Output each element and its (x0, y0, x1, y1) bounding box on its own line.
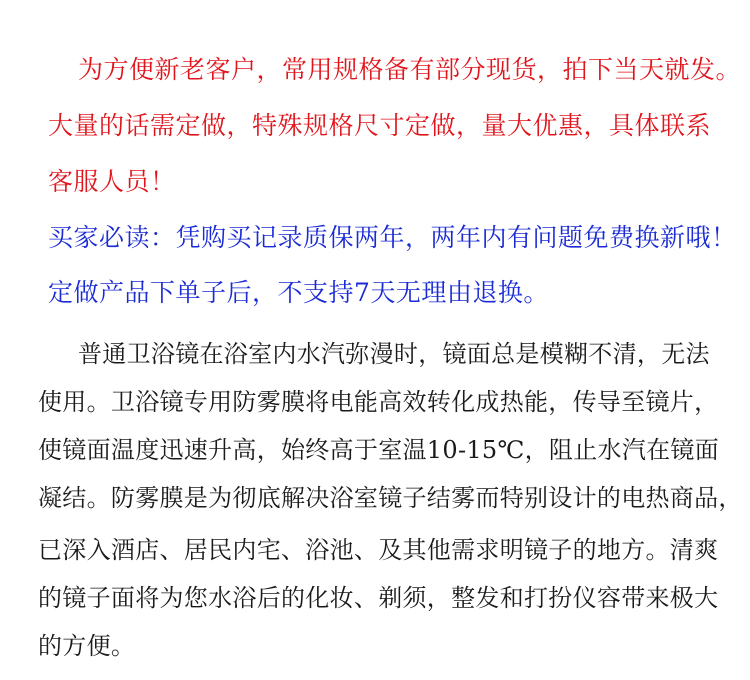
description-line-4: 凝结。防雾膜是为彻底解决浴室镜子结雾而特别设计的电热商品， (38, 484, 743, 512)
notice-red-line-1: 为方便新老客户，常用规格备有部分现货，拍下当天就发。 (78, 55, 742, 84)
notice-red-line-2: 大量的话需定做，特殊规格尺寸定做，量大优惠，具体联系 (48, 111, 712, 140)
notice-red-line-3: 客服人员！ (48, 167, 176, 196)
notice-blue-line-1: 买家必读：凭购买记录质保两年，两年内有问题免费换新哦！ (48, 223, 737, 252)
description-line-3: 使镜面温度迅速升高，始终高于室温10-15℃，阻止水汽在镜面 (38, 436, 720, 464)
description-line-1: 普通卫浴镜在浴室内水汽弥漫时，镜面总是模糊不清，无法 (78, 340, 710, 368)
description-line-7: 的方便。 (38, 632, 136, 660)
notice-blue-line-2: 定做产品下单子后，不支持7天无理由退换。 (48, 278, 549, 307)
description-line-6: 的镜子面将为您水浴后的化妆、剃须，整发和打扮仪容带来极大 (38, 584, 719, 612)
description-line-5: 已深入酒店、居民内宅、浴池、及其他需求明镜子的地方。清爽 (38, 536, 719, 564)
description-line-2: 使用。卫浴镜专用防雾膜将电能高效转化成热能，传导至镜片， (38, 388, 719, 416)
